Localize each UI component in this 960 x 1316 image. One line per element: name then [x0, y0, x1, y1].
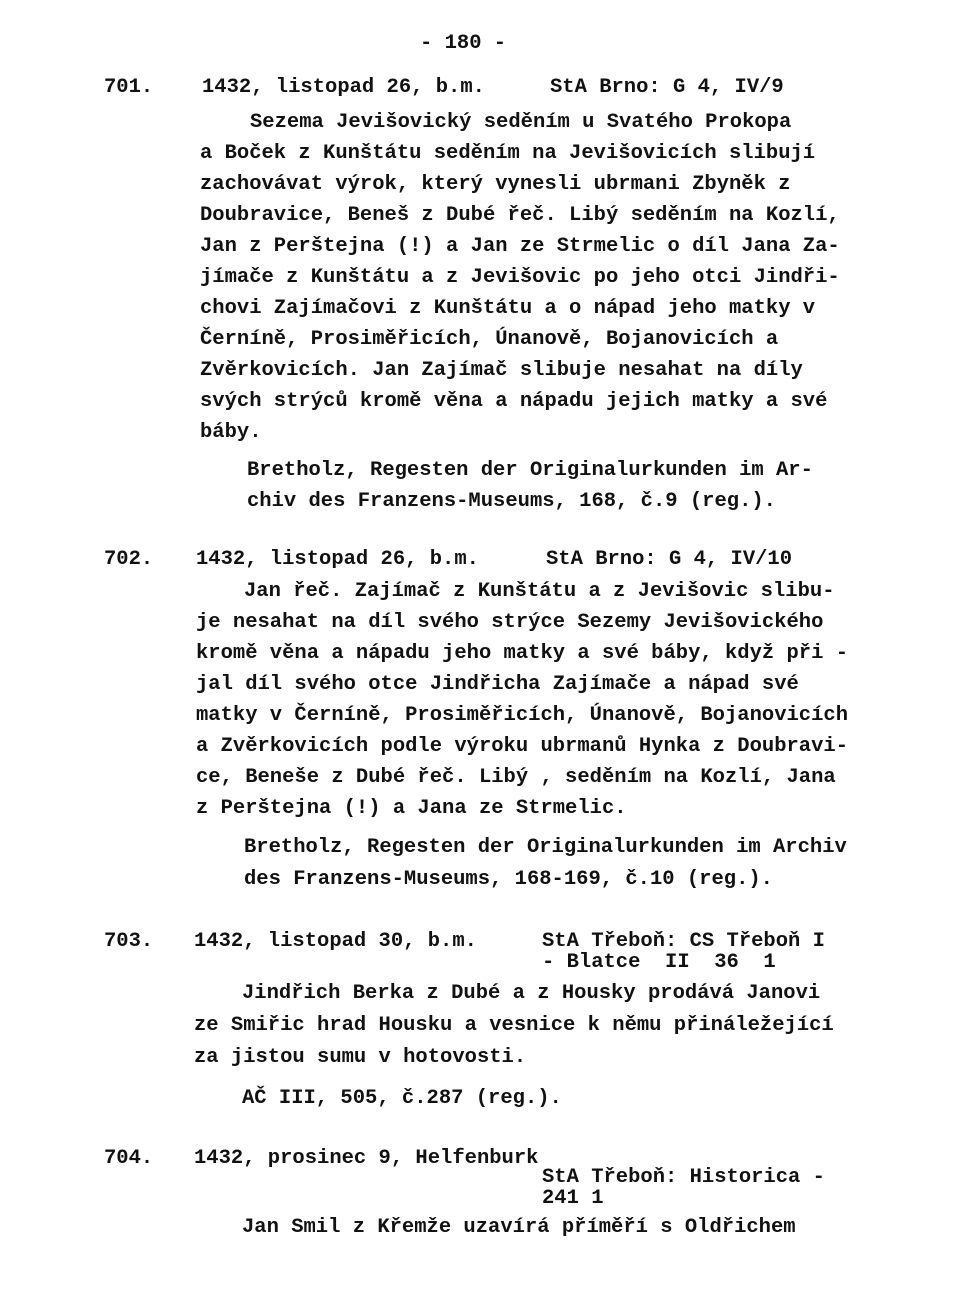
archive-signature-continued: - Blatce II 36 1 [542, 951, 776, 974]
body-line: a Boček z Kunštátu seděním na Jevišovicích slibují [200, 142, 816, 165]
reference-line: des Franzens-Museums, 168-169, č.10 (reg.). [244, 868, 773, 891]
reference-line: Bretholz, Regesten der Originalurkunden im Archiv [244, 836, 847, 859]
archive-signature: StA Brno: G 4, IV/10 [546, 548, 793, 571]
body-line: jímače z Kunštátu a z Jevišovic po jeho otci Jindři- [200, 266, 840, 289]
body-line: z Perštejna (!) a Jana ze Strmelic. [196, 797, 627, 820]
body-line: kromě věna a nápadu jeho matky a své báby, když při - [196, 642, 849, 665]
entry-number: 701. [104, 76, 154, 99]
body-line: je nesahat na díl svého strýce Sezemy Jevišovického [196, 611, 824, 634]
reference-line: Bretholz, Regesten der Originalurkunden im Ar- [247, 459, 813, 482]
body-line: Sezema Jevišovický seděním u Svatého Prokopa [250, 111, 792, 134]
body-line: chovi Zajímačovi z Kunštátu a o nápad jeho matky v [200, 297, 816, 320]
body-line: Doubravice, Beneš z Dubé řeč. Libý seděním na Kozlí, [200, 204, 840, 227]
body-line: svých strýců kromě věna a nápadu jejich matky a své [200, 390, 828, 413]
body-line: ce, Beneše z Dubé řeč. Libý , seděním na Kozlí, Jana [196, 766, 836, 789]
entry-header: 1432, listopad 30, b.m. [194, 930, 477, 953]
body-line: báby. [200, 421, 262, 444]
body-line: matky v Černíně, Prosiměřicích, Únanově, Bojanovicích [196, 704, 849, 727]
entry-number: 702. [104, 548, 154, 571]
entry-header: 1432, prosinec 9, Helfenburk [194, 1147, 539, 1170]
body-line: zachovávat výrok, který vynesli ubrmani Zbyněk z [200, 173, 791, 196]
body-line: za jistou sumu v hotovosti. [194, 1046, 527, 1069]
body-line: jal díl svého otce Jindřicha Zajímače a nápad své [196, 673, 799, 696]
body-line: Jan z Perštejna (!) a Jan ze Strmelic o díl Jana Za- [200, 235, 840, 258]
reference-line: AČ III, 505, č.287 (reg.). [242, 1087, 562, 1110]
body-line: Černíně, Prosiměřicích, Únanově, Bojanovicích a [200, 328, 779, 351]
body-line: a Zvěrkovicích podle výroku ubrmanů Hynka z Doubravi- [196, 735, 849, 758]
archive-signature-continued: 241 1 [542, 1187, 604, 1210]
page-number: - 180 - [420, 32, 507, 55]
body-line: Jan řeč. Zajímač z Kunštátu a z Jevišovic slibu- [244, 580, 835, 603]
archive-signature: StA Brno: G 4, IV/9 [550, 76, 784, 99]
body-line: Jan Smil z Křemže uzavírá příměří s Oldřichem [242, 1216, 796, 1239]
body-line: Jindřich Berka z Dubé a z Housky prodává Janovi [242, 982, 821, 1005]
archive-signature: StA Třeboň: CS Třeboň I [542, 930, 825, 953]
body-line: Zvěrkovicích. Jan Zajímač slibuje nesahat na díly [200, 359, 803, 382]
body-line: ze Smiřic hrad Housku a vesnice k němu přináležející [194, 1014, 834, 1037]
entry-number: 703. [104, 930, 154, 953]
entry-number: 704. [104, 1147, 154, 1170]
archive-signature: StA Třeboň: Historica - [542, 1166, 825, 1189]
reference-line: chiv des Franzens-Museums, 168, č.9 (reg.). [247, 490, 776, 513]
entry-header: 1432, listopad 26, b.m. [202, 76, 485, 99]
entry-header: 1432, listopad 26, b.m. [196, 548, 479, 571]
